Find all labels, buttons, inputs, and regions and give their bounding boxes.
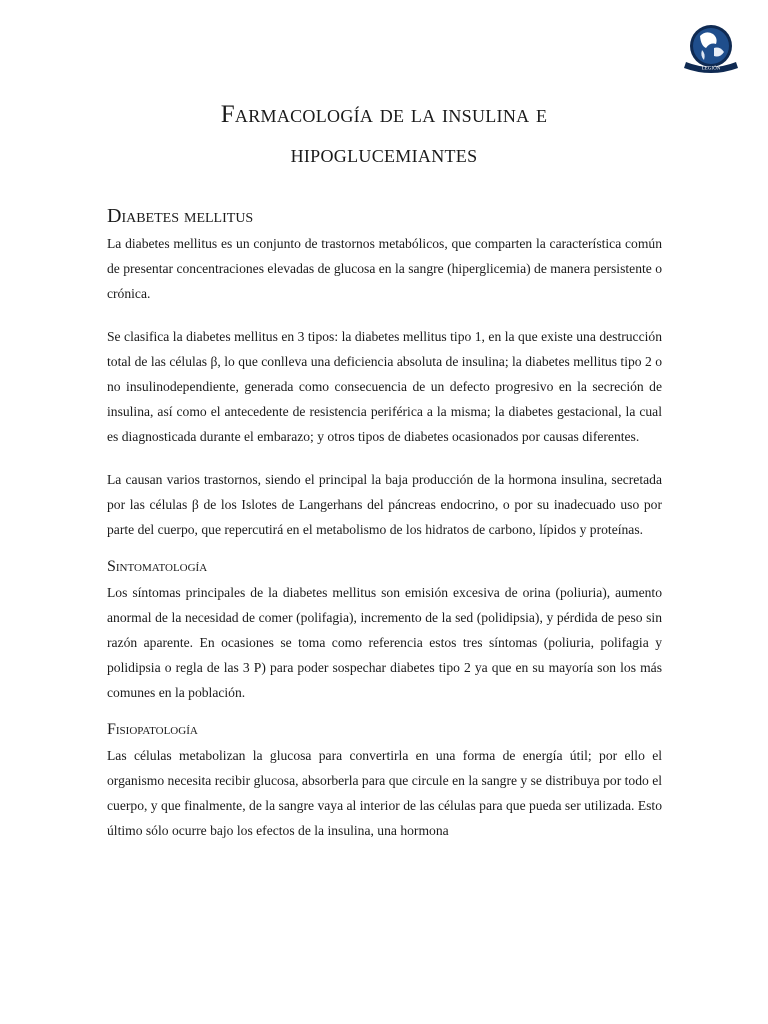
- heading-fisiopatologia: Fisiopatología: [107, 721, 198, 738]
- heading-diabetes-mellitus: Diabetes mellitus: [107, 205, 254, 227]
- legion-logo: [680, 22, 742, 78]
- paragraph-sintomatologia: Los síntomas principales de la diabetes mellitus son emisión excesiva de orina (poliuria), aumento anormal de la necesidad de comer (polifagia), incremento de la sed (polidipsia), y pérdida de peso sin razón aparente. En ocasiones se toma como referencia estos tres síntomas (poliuria, polifagia y polidipsia o regla de las 3 P) para poder sospechar diabetes tipo 2 ya que en su mayoría son los más comunes en la población.: [107, 585, 662, 700]
- title-line-1: Farmacología de la insulina e: [220, 101, 548, 128]
- heading-sintomatologia: Sintomatología: [107, 558, 208, 575]
- logo-text: LEGIÓN: [701, 66, 721, 72]
- paragraph-fisiopatologia: Las células metabolizan la glucosa para convertirla en una forma de energía útil; por ello el organismo necesita recibir glucosa, absorberla para que circule en la sangre y se distribuya por todo el cuerpo, y que finalmente, de la sangre vaya al interior de las células para que pueda ser utilizada. Esto último sólo ocurre bajo los efectos de la insulina, una hormona: [107, 748, 663, 838]
- paragraph-diabetes-2: Se clasifica la diabetes mellitus en 3 tipos: la diabetes mellitus tipo 1, en la que existe una destrucción total de las células β, lo que conlleva una deficiencia absoluta de insulina; la diabetes mellitus tipo 2 o no insulinodependiente, generada como consecuencia de un defecto progresivo en la secreción de insulina, así como el antecedente de resistencia periférica a la misma; la diabetes gestacional, la cual es diagnosticada durante el embarazo; y otros tipos de diabetes ocasionados por causas diferentes.: [107, 329, 662, 444]
- document-body: [107, 201, 662, 843]
- title-line-2: hipoglucemiantes: [290, 141, 478, 168]
- paragraph-diabetes-1: La diabetes mellitus es un conjunto de trastornos metabólicos, que comparten la característica común de presentar concentraciones elevadas de glucosa en la sangre (hiperglicemia) de manera persistente o crónica.: [107, 236, 662, 301]
- paragraph-diabetes-3: La causan varios trastornos, siendo el principal la baja producción de la hormona insulina, secretada por las células β de los Islotes de Langerhans del páncreas endocrino, o por su inadecuado uso por parte del cuerpo, que repercutirá en el metabolismo de los hidratos de carbono, lípidos y proteínas.: [107, 472, 662, 537]
- globe-eagle-logo-icon: [680, 22, 742, 78]
- document-title: [100, 95, 668, 175]
